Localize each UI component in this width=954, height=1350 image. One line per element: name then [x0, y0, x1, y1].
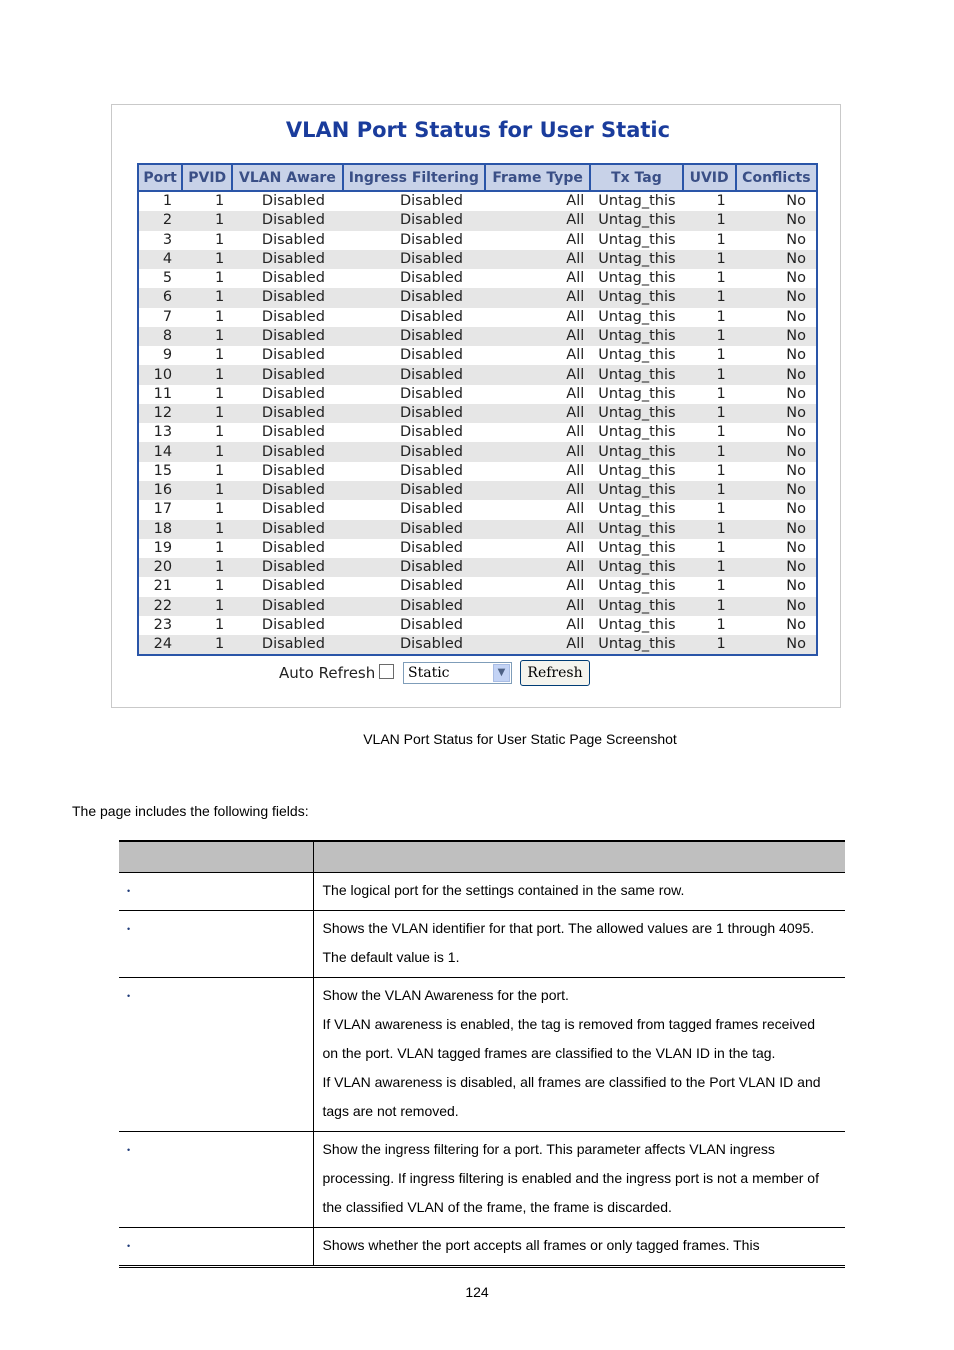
- table-cell: 22: [138, 597, 182, 616]
- table-cell: All: [485, 250, 590, 269]
- field-object-cell: [119, 911, 313, 978]
- table-cell: 9: [138, 346, 182, 365]
- table-cell: All: [485, 231, 590, 250]
- table-cell: Untag_this: [590, 500, 682, 519]
- select-value: Static: [408, 665, 450, 681]
- table-row: [138, 577, 817, 596]
- table-cell: Disabled: [232, 635, 342, 655]
- table-cell: 1: [683, 442, 736, 461]
- table-cell: Disabled: [232, 500, 342, 519]
- table-cell: Disabled: [232, 404, 342, 423]
- table-cell: Disabled: [232, 616, 342, 635]
- table-cell: 1: [683, 520, 736, 539]
- table-row: [138, 481, 817, 500]
- vlan-user-select[interactable]: [403, 662, 512, 684]
- table-cell: Disabled: [343, 288, 485, 307]
- table-row: [138, 500, 817, 519]
- table-cell: Disabled: [232, 327, 342, 346]
- table-cell: No: [736, 231, 817, 250]
- table-cell: Disabled: [343, 191, 485, 211]
- table-cell: Disabled: [343, 462, 485, 481]
- field-row: [119, 1132, 845, 1228]
- table-cell: 20: [138, 558, 182, 577]
- column-header: Conflicts: [736, 164, 817, 191]
- table-cell: 3: [138, 231, 182, 250]
- table-cell: Untag_this: [590, 385, 682, 404]
- table-cell: 1: [182, 616, 232, 635]
- table-row: [138, 423, 817, 442]
- intro-text: The page includes the following fields:: [72, 803, 309, 819]
- description-line: Show the VLAN Awareness for the port.: [322, 987, 569, 1003]
- table-cell: Untag_this: [590, 481, 682, 500]
- table-cell: Disabled: [232, 442, 342, 461]
- table-row: [138, 365, 817, 384]
- table-row: [138, 520, 817, 539]
- table-cell: Disabled: [343, 211, 485, 230]
- table-cell: Disabled: [232, 365, 342, 384]
- fields-header-object: [119, 841, 313, 873]
- table-cell: 1: [683, 423, 736, 442]
- table-cell: Untag_this: [590, 231, 682, 250]
- table-cell: 11: [138, 385, 182, 404]
- table-cell: Disabled: [343, 269, 485, 288]
- table-cell: Disabled: [343, 577, 485, 596]
- table-cell: 21: [138, 577, 182, 596]
- table-cell: No: [736, 211, 817, 230]
- field-description-cell: [313, 1132, 845, 1228]
- figure-caption: VLAN Port Status for User Static Page Screenshot: [363, 731, 677, 747]
- field-object-cell: [119, 978, 313, 1132]
- table-cell: Untag_this: [590, 250, 682, 269]
- controls-bar: [0, 660, 954, 688]
- table-cell: 1: [683, 365, 736, 384]
- table-cell: 1: [683, 635, 736, 655]
- table-cell: 1: [182, 635, 232, 655]
- table-cell: 1: [182, 597, 232, 616]
- field-description-cell: [313, 911, 845, 978]
- field-row: [119, 978, 845, 1132]
- table-cell: Untag_this: [590, 635, 682, 655]
- table-row: [138, 539, 817, 558]
- column-header: Frame Type: [485, 164, 590, 191]
- bullet-icon: •: [127, 924, 131, 934]
- table-cell: 1: [683, 481, 736, 500]
- table-cell: All: [485, 462, 590, 481]
- table-cell: 1: [182, 520, 232, 539]
- table-cell: Untag_this: [590, 616, 682, 635]
- table-cell: 1: [683, 577, 736, 596]
- field-row: [119, 873, 845, 911]
- table-cell: 17: [138, 500, 182, 519]
- table-cell: 1: [182, 577, 232, 596]
- table-cell: 12: [138, 404, 182, 423]
- table-cell: 15: [138, 462, 182, 481]
- field-description-cell: [313, 978, 845, 1132]
- table-cell: Disabled: [232, 462, 342, 481]
- chevron-down-icon[interactable]: ▼: [493, 664, 510, 682]
- table-cell: Untag_this: [590, 558, 682, 577]
- table-cell: 1: [683, 250, 736, 269]
- table-cell: Disabled: [232, 231, 342, 250]
- description-line: on the port. VLAN tagged frames are classified to the VLAN ID in the tag.: [322, 1045, 776, 1061]
- fields-header-description: [313, 841, 845, 873]
- table-cell: Untag_this: [590, 539, 682, 558]
- table-cell: Disabled: [232, 577, 342, 596]
- table-cell: Untag_this: [590, 404, 682, 423]
- table-cell: 1: [182, 558, 232, 577]
- table-cell: 8: [138, 327, 182, 346]
- table-cell: 1: [182, 327, 232, 346]
- table-cell: 1: [683, 231, 736, 250]
- table-cell: All: [485, 346, 590, 365]
- table-cell: No: [736, 500, 817, 519]
- table-cell: 19: [138, 539, 182, 558]
- table-cell: No: [736, 462, 817, 481]
- table-cell: Untag_this: [590, 308, 682, 327]
- table-cell: 18: [138, 520, 182, 539]
- table-cell: Disabled: [343, 385, 485, 404]
- table-cell: Disabled: [232, 597, 342, 616]
- description-line: processing. If ingress filtering is enabled and the ingress port is not a member of: [322, 1170, 819, 1186]
- table-cell: All: [485, 404, 590, 423]
- table-cell: 2: [138, 211, 182, 230]
- description-line: Show the ingress filtering for a port. This parameter affects VLAN ingress: [322, 1141, 775, 1157]
- table-cell: No: [736, 558, 817, 577]
- field-object-cell: [119, 1228, 313, 1267]
- table-cell: 1: [683, 385, 736, 404]
- table-row: [138, 635, 817, 655]
- table-cell: Untag_this: [590, 365, 682, 384]
- table-cell: Disabled: [343, 365, 485, 384]
- table-cell: 1: [182, 191, 232, 211]
- bullet-icon: •: [127, 1241, 131, 1251]
- table-cell: 1: [683, 462, 736, 481]
- table-cell: 1: [182, 250, 232, 269]
- table-cell: Disabled: [232, 423, 342, 442]
- table-row: [138, 597, 817, 616]
- field-object-cell: [119, 873, 313, 911]
- bullet-icon: •: [127, 1145, 131, 1155]
- vlan-port-status-table: [137, 163, 818, 656]
- page-number: 124: [465, 1284, 489, 1300]
- table-cell: No: [736, 346, 817, 365]
- field-description-cell: [313, 873, 845, 911]
- table-cell: Untag_this: [590, 327, 682, 346]
- description-line: If VLAN awareness is disabled, all frames are classified to the Port VLAN ID and: [322, 1074, 821, 1090]
- field-object-cell: [119, 1132, 313, 1228]
- table-cell: All: [485, 211, 590, 230]
- table-cell: All: [485, 288, 590, 307]
- table-cell: No: [736, 539, 817, 558]
- table-cell: Disabled: [232, 308, 342, 327]
- table-cell: Disabled: [343, 500, 485, 519]
- table-cell: All: [485, 423, 590, 442]
- table-cell: Disabled: [343, 346, 485, 365]
- table-cell: All: [485, 558, 590, 577]
- table-row: [138, 211, 817, 230]
- table-cell: Disabled: [232, 346, 342, 365]
- table-cell: Untag_this: [590, 462, 682, 481]
- description-line: If VLAN awareness is enabled, the tag is removed from tagged frames received: [322, 1016, 816, 1032]
- table-cell: 1: [683, 191, 736, 211]
- table-cell: 1: [182, 288, 232, 307]
- table-cell: Untag_this: [590, 288, 682, 307]
- table-row: [138, 250, 817, 269]
- table-cell: No: [736, 481, 817, 500]
- table-row: [138, 346, 817, 365]
- auto-refresh-label: Auto Refresh: [279, 664, 376, 682]
- table-cell: Disabled: [343, 558, 485, 577]
- table-cell: Untag_this: [590, 211, 682, 230]
- table-cell: Disabled: [232, 211, 342, 230]
- table-row: [138, 442, 817, 461]
- column-header: UVID: [683, 164, 736, 191]
- table-row: [138, 462, 817, 481]
- bullet-icon: •: [127, 991, 131, 1001]
- table-cell: 1: [182, 385, 232, 404]
- table-cell: 4: [138, 250, 182, 269]
- table-cell: No: [736, 191, 817, 211]
- table-cell: Disabled: [232, 269, 342, 288]
- table-cell: Disabled: [343, 481, 485, 500]
- table-cell: Untag_this: [590, 346, 682, 365]
- table-cell: All: [485, 269, 590, 288]
- table-row: [138, 385, 817, 404]
- table-cell: No: [736, 635, 817, 655]
- table-cell: 1: [182, 211, 232, 230]
- field-description-cell: [313, 1228, 845, 1267]
- table-cell: All: [485, 539, 590, 558]
- table-cell: Disabled: [232, 385, 342, 404]
- table-cell: 1: [683, 269, 736, 288]
- table-cell: Disabled: [232, 191, 342, 211]
- table-cell: 1: [683, 539, 736, 558]
- description-line: Shows the VLAN identifier for that port. The allowed values are 1 through 4095.: [322, 920, 815, 936]
- description-line: The default value is 1.: [322, 949, 460, 965]
- table-cell: 6: [138, 288, 182, 307]
- table-cell: 1: [182, 442, 232, 461]
- refresh-button[interactable]: Refresh: [520, 660, 590, 686]
- table-row: [138, 558, 817, 577]
- table-cell: All: [485, 327, 590, 346]
- table-cell: Untag_this: [590, 577, 682, 596]
- table-cell: 23: [138, 616, 182, 635]
- table-cell: 1: [683, 288, 736, 307]
- table-cell: Disabled: [343, 442, 485, 461]
- table-cell: Disabled: [343, 520, 485, 539]
- table-cell: No: [736, 597, 817, 616]
- field-row: [119, 1228, 845, 1267]
- description-line: tags are not removed.: [322, 1103, 459, 1119]
- table-cell: All: [485, 577, 590, 596]
- column-header: Ingress Filtering: [343, 164, 485, 191]
- table-cell: 1: [182, 481, 232, 500]
- table-cell: Disabled: [343, 250, 485, 269]
- table-cell: 1: [683, 404, 736, 423]
- description-line: the classified VLAN of the frame, the frame is discarded.: [322, 1199, 672, 1215]
- table-cell: 1: [182, 423, 232, 442]
- description-line: The logical port for the settings contained in the same row.: [322, 882, 685, 898]
- table-cell: Disabled: [232, 250, 342, 269]
- ui-title: VLAN Port Status for User Static: [285, 118, 671, 142]
- table-cell: No: [736, 308, 817, 327]
- table-cell: 1: [182, 231, 232, 250]
- table-cell: 1: [182, 346, 232, 365]
- table-cell: All: [485, 635, 590, 655]
- table-cell: 1: [182, 269, 232, 288]
- column-header: VLAN Aware: [232, 164, 342, 191]
- table-cell: 7: [138, 308, 182, 327]
- table-row: [138, 269, 817, 288]
- auto-refresh-checkbox[interactable]: [379, 664, 394, 679]
- table-cell: 1: [683, 308, 736, 327]
- table-cell: Disabled: [343, 616, 485, 635]
- table-cell: No: [736, 404, 817, 423]
- table-cell: Disabled: [232, 539, 342, 558]
- table-cell: All: [485, 365, 590, 384]
- table-cell: 1: [683, 558, 736, 577]
- table-cell: No: [736, 385, 817, 404]
- table-cell: Disabled: [343, 597, 485, 616]
- table-cell: No: [736, 327, 817, 346]
- table-cell: Disabled: [343, 539, 485, 558]
- table-cell: 16: [138, 481, 182, 500]
- table-cell: All: [485, 520, 590, 539]
- table-cell: No: [736, 577, 817, 596]
- table-cell: 24: [138, 635, 182, 655]
- table-cell: No: [736, 520, 817, 539]
- table-cell: Untag_this: [590, 520, 682, 539]
- table-cell: Disabled: [343, 308, 485, 327]
- table-cell: All: [485, 616, 590, 635]
- table-cell: All: [485, 308, 590, 327]
- table-cell: No: [736, 250, 817, 269]
- column-header: Port: [138, 164, 182, 191]
- table-cell: 13: [138, 423, 182, 442]
- table-cell: Disabled: [232, 558, 342, 577]
- table-cell: All: [485, 191, 590, 211]
- table-cell: 1: [182, 308, 232, 327]
- table-cell: No: [736, 616, 817, 635]
- table-row: [138, 191, 817, 211]
- table-cell: Disabled: [232, 288, 342, 307]
- field-row: [119, 911, 845, 978]
- table-cell: 1: [683, 211, 736, 230]
- table-cell: Disabled: [232, 481, 342, 500]
- table-cell: All: [485, 597, 590, 616]
- table-cell: 1: [138, 191, 182, 211]
- table-cell: Untag_this: [590, 442, 682, 461]
- table-cell: 5: [138, 269, 182, 288]
- table-cell: 1: [182, 365, 232, 384]
- table-cell: 1: [683, 597, 736, 616]
- table-cell: 1: [182, 539, 232, 558]
- table-cell: Disabled: [343, 423, 485, 442]
- table-cell: No: [736, 365, 817, 384]
- table-cell: 1: [683, 616, 736, 635]
- table-cell: 1: [683, 327, 736, 346]
- table-cell: 1: [683, 346, 736, 365]
- table-cell: 10: [138, 365, 182, 384]
- table-cell: No: [736, 442, 817, 461]
- table-cell: No: [736, 423, 817, 442]
- table-cell: No: [736, 269, 817, 288]
- table-cell: Disabled: [343, 327, 485, 346]
- bullet-icon: •: [127, 886, 131, 896]
- table-cell: Untag_this: [590, 597, 682, 616]
- table-cell: Untag_this: [590, 269, 682, 288]
- table-cell: 1: [182, 500, 232, 519]
- table-cell: No: [736, 288, 817, 307]
- table-row: [138, 616, 817, 635]
- table-cell: 14: [138, 442, 182, 461]
- column-header: PVID: [182, 164, 232, 191]
- table-row: [138, 308, 817, 327]
- table-cell: Disabled: [343, 231, 485, 250]
- table-row: [138, 404, 817, 423]
- table-cell: Disabled: [232, 520, 342, 539]
- table-row: [138, 288, 817, 307]
- table-cell: All: [485, 500, 590, 519]
- table-cell: 1: [182, 404, 232, 423]
- table-cell: Disabled: [343, 635, 485, 655]
- table-cell: 1: [683, 500, 736, 519]
- table-cell: All: [485, 385, 590, 404]
- table-cell: All: [485, 442, 590, 461]
- description-line: Shows whether the port accepts all frames or only tagged frames. This: [322, 1237, 760, 1253]
- column-header: Tx Tag: [590, 164, 682, 191]
- table-row: [138, 231, 817, 250]
- table-cell: Untag_this: [590, 423, 682, 442]
- table-row: [138, 327, 817, 346]
- table-cell: 1: [182, 462, 232, 481]
- table-cell: Untag_this: [590, 191, 682, 211]
- table-cell: Disabled: [343, 404, 485, 423]
- fields-table: [119, 840, 845, 1268]
- table-cell: All: [485, 481, 590, 500]
